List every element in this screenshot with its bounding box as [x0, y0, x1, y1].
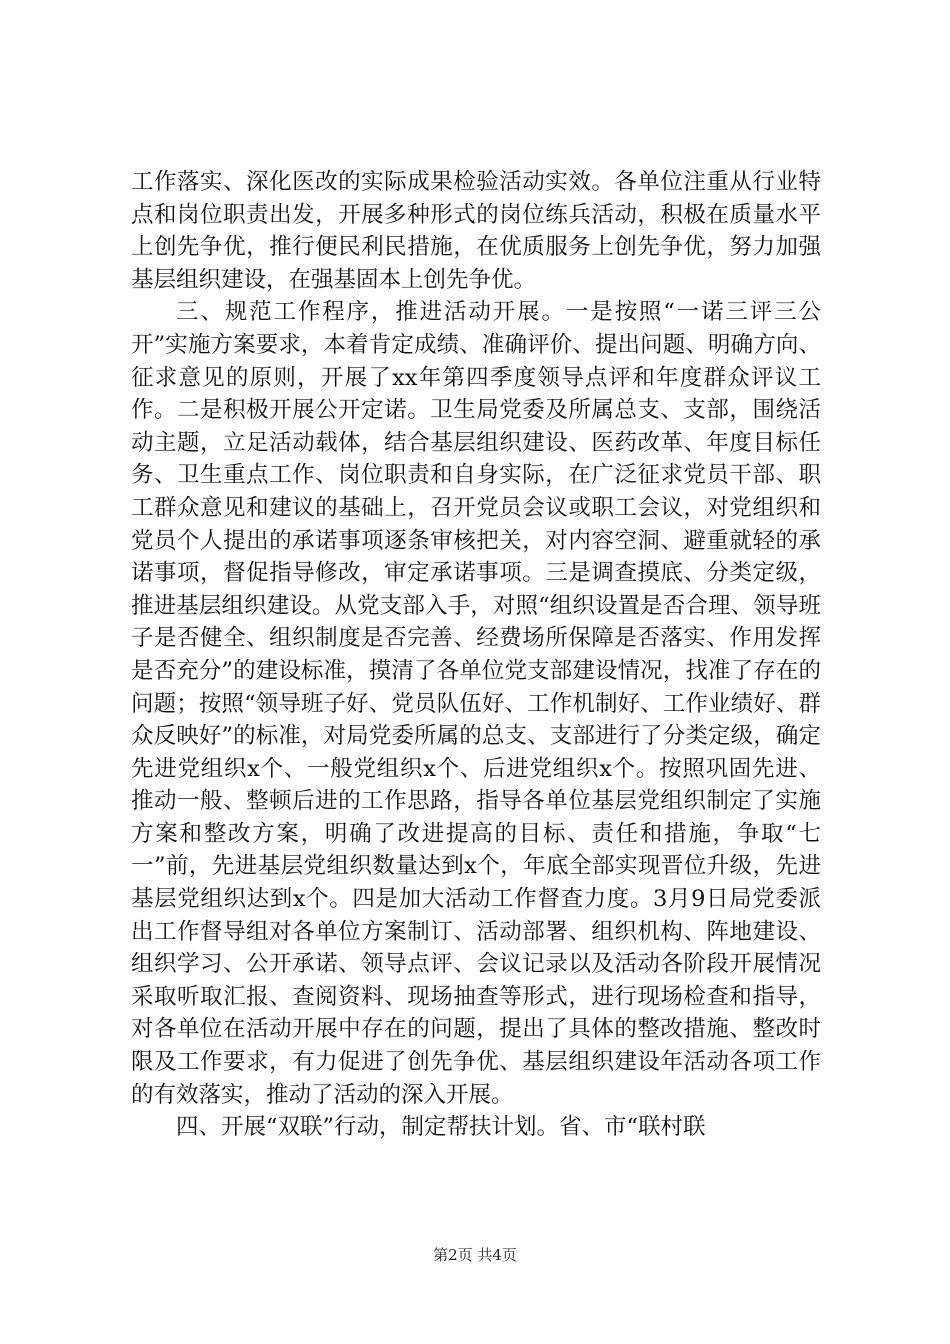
paragraph-2: 三、规范工作程序，推进活动开展。一是按照“一诺三评三公开”实施方案要求，本着肯定成绩、准确评价、提出问题、明确方向、征求意见的原则，开展了xx年第四季度领导点评和年度群众评议工作。二是积极开展公开定诺。卫生局党委及所属总支、支部，围绕活动主题，立足活动载体，结合基层组织建设、医药改革、年度目标任务、卫生重点工作、岗位职责和自身实际，在广泛征求党员干部、职工群众意见和建议的基础上，召开党员会议或职工会议，对党组织和党员个人提出的承诺事项逐条审核把关，对内容空洞、避重就轻的承诺事项，督促指导修改，审定承诺事项。三是调查摸底、分类定级，推进基层组织建设。从党支部入手，对照“组织设置是否合理、领导班子是否健全、组织制度是否完善、经费场所保障是否落实、作用发挥是否充分”的建设标准，摸清了各单位党支部建设情况，找准了存在的问题；按照“领导班子好、党员队伍好、工作机制好、工作业绩好、群众反映好”的标准，对局党委所属的总支、支部进行了分类定级，确定先进党组织x个、一般党组织x个、后进党组织x个。按照巩固先进、推动一般、整顿后进的工作思路，指导各单位基层党组织制定了实施方案和整改方案，明确了改进提高的目标、责任和措施，争取“七一”前，先进基层党组织数量达到x个，年底全部实现晋位升级，先进基层党组织达到x个。四是加大活动工作督查力度。3月9日局党委派出工作督导组对各单位方案制订、活动部署、组织机构、阵地建设、组织学习、公开承诺、领导点评、会议记录以及活动各阶段开展情况采取听取汇报、查阅资料、现场抽查等形式，进行现场检查和指导，对各单位在活动开展中存在的问题，提出了具体的整改措施、整改时限及工作要求，有力促进了创先争优、基层组织建设年活动各项工作的有效落实，推动了活动的深入开展。: [131, 299, 821, 1108]
paragraph-1: 工作落实、深化医改的实际成果检验活动实效。各单位注重从行业特点和岗位职责出发，开展多种形式的岗位练兵活动，积极在质量水平上创先争优，推行便民利民措施，在优质服务上创先争优，努力加强基层组织建设，在强基固本上创先争优。: [131, 169, 821, 293]
document-body: [131, 166, 821, 1144]
page-number-footer: 第2页 共4页: [433, 1246, 517, 1264]
paragraph-3: 四、开展“双联”行动，制定帮扶计划。省、市“联村联: [176, 1114, 706, 1141]
